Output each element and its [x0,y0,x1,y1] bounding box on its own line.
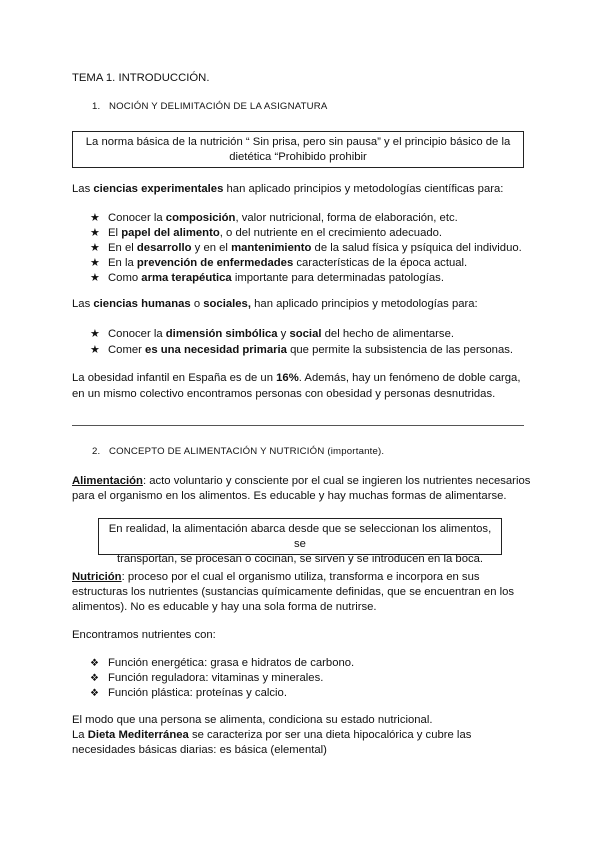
nutrient-function-list [90,656,354,701]
diamond-bullet-icon: ❖ [90,673,99,684]
obesity-paragraph: La obesidad infantil en España es de un 16%. Además, hay un fenómeno de doble carga, en un mismo colectivo encontramos personas con obesidad y personas desnutridas. [72,372,521,400]
diamond-bullet-icon: ❖ [90,688,99,699]
list-item: ★ El papel del alimento, o del nutriente en el crecimiento adecuado. [90,227,443,239]
list-item: ★ Conocer la composición, valor nutricional, forma de elaboración, etc. [90,212,458,224]
nutricion-term: Nutrición [72,571,122,583]
experimental-sciences-intro: Las ciencias experimentales han aplicado principios y metodologías científicas para: [72,183,504,195]
experimental-bullet-list [90,211,522,286]
star-bullet-icon: ★ [90,257,100,269]
section-2-number: 2. [92,446,101,457]
scope-box-line-1: En realidad, la alimentación abarca desde que se seleccionan los alimentos, se [108,523,492,550]
alimentacion-term: Alimentación [72,475,143,487]
section-2-heading: CONCEPTO DE ALIMENTACIÓN Y NUTRICIÓN (importante). [109,446,385,457]
closing-paragraph: El modo que una persona se alimenta, condiciona su estado nutricional. La Dieta Mediterránea se caracteriza por ser una dieta hipocalórica y cubre las necesidades básicas diarias: es básica (elemental) [72,714,472,756]
list-item: ★ Como arma terapéutica importante para determinadas patologías. [90,272,444,284]
list-item: ❖ Función plástica: proteínas y calcio. [90,687,287,699]
quote-box-line-1: La norma básica de la nutrición “ Sin prisa, pero sin pausa” y el principio básico de la [85,136,511,148]
list-item: ★ Comer es una necesidad primaria que permite la subsistencia de las personas. [90,344,514,356]
alimentacion-scope-box [98,518,502,565]
nutricion-definition: Nutrición: proceso por el cual el organismo utiliza, transforma e incorpora en sus estructuras los nutrientes (sustancias químicamente definidas, que se encuentran en los alimentos). No es educable y hay una sola forma de nutrirse. [72,571,515,613]
scope-box-line-2: transportan, se procesan o cocinan, se sirven y se introducen en la boca. [116,553,484,565]
star-bullet-icon: ★ [90,272,100,284]
section-1-heading: NOCIÓN Y DELIMITACIÓN DE LA ASIGNATURA [109,101,328,112]
diamond-bullet-icon: ❖ [90,658,99,669]
star-bullet-icon: ★ [90,242,100,254]
quote-box-line-2: dietética “Prohibido prohibir [229,151,367,163]
document-title: TEMA 1. INTRODUCCIÓN. [72,72,210,84]
alimentacion-definition: Alimentación: acto voluntario y consciente por el cual se ingieren los nutrientes necesarios para el organismo en los alimentos. Es educable y hay muchas formas de alimentarse. [72,475,531,502]
star-bullet-icon: ★ [90,344,100,356]
list-item: ❖ Función energética: grasa e hidratos de carbono. [90,657,355,669]
star-bullet-icon: ★ [90,212,100,224]
list-item: ★ Conocer la dimensión simbólica y social del hecho de alimentarse. [90,328,455,340]
section-divider [72,425,524,426]
list-item: ★ En el desarrollo y en el mantenimiento de la salud física y psíquica del individuo. [90,242,522,254]
section-1-number: 1. [92,101,101,112]
quote-box-nutrition-norm [72,131,524,168]
star-bullet-icon: ★ [90,328,100,340]
list-item: ❖ Función reguladora: vitaminas y minerales. [90,672,324,684]
star-bullet-icon: ★ [90,227,100,239]
nutrients-intro: Encontramos nutrientes con: [72,629,216,641]
human-sciences-intro: Las ciencias humanas o sociales, han aplicado principios y metodologías para: [72,298,478,310]
human-bullet-list [90,327,513,359]
list-item: ★ En la prevención de enfermedades características de la época actual. [90,257,468,269]
